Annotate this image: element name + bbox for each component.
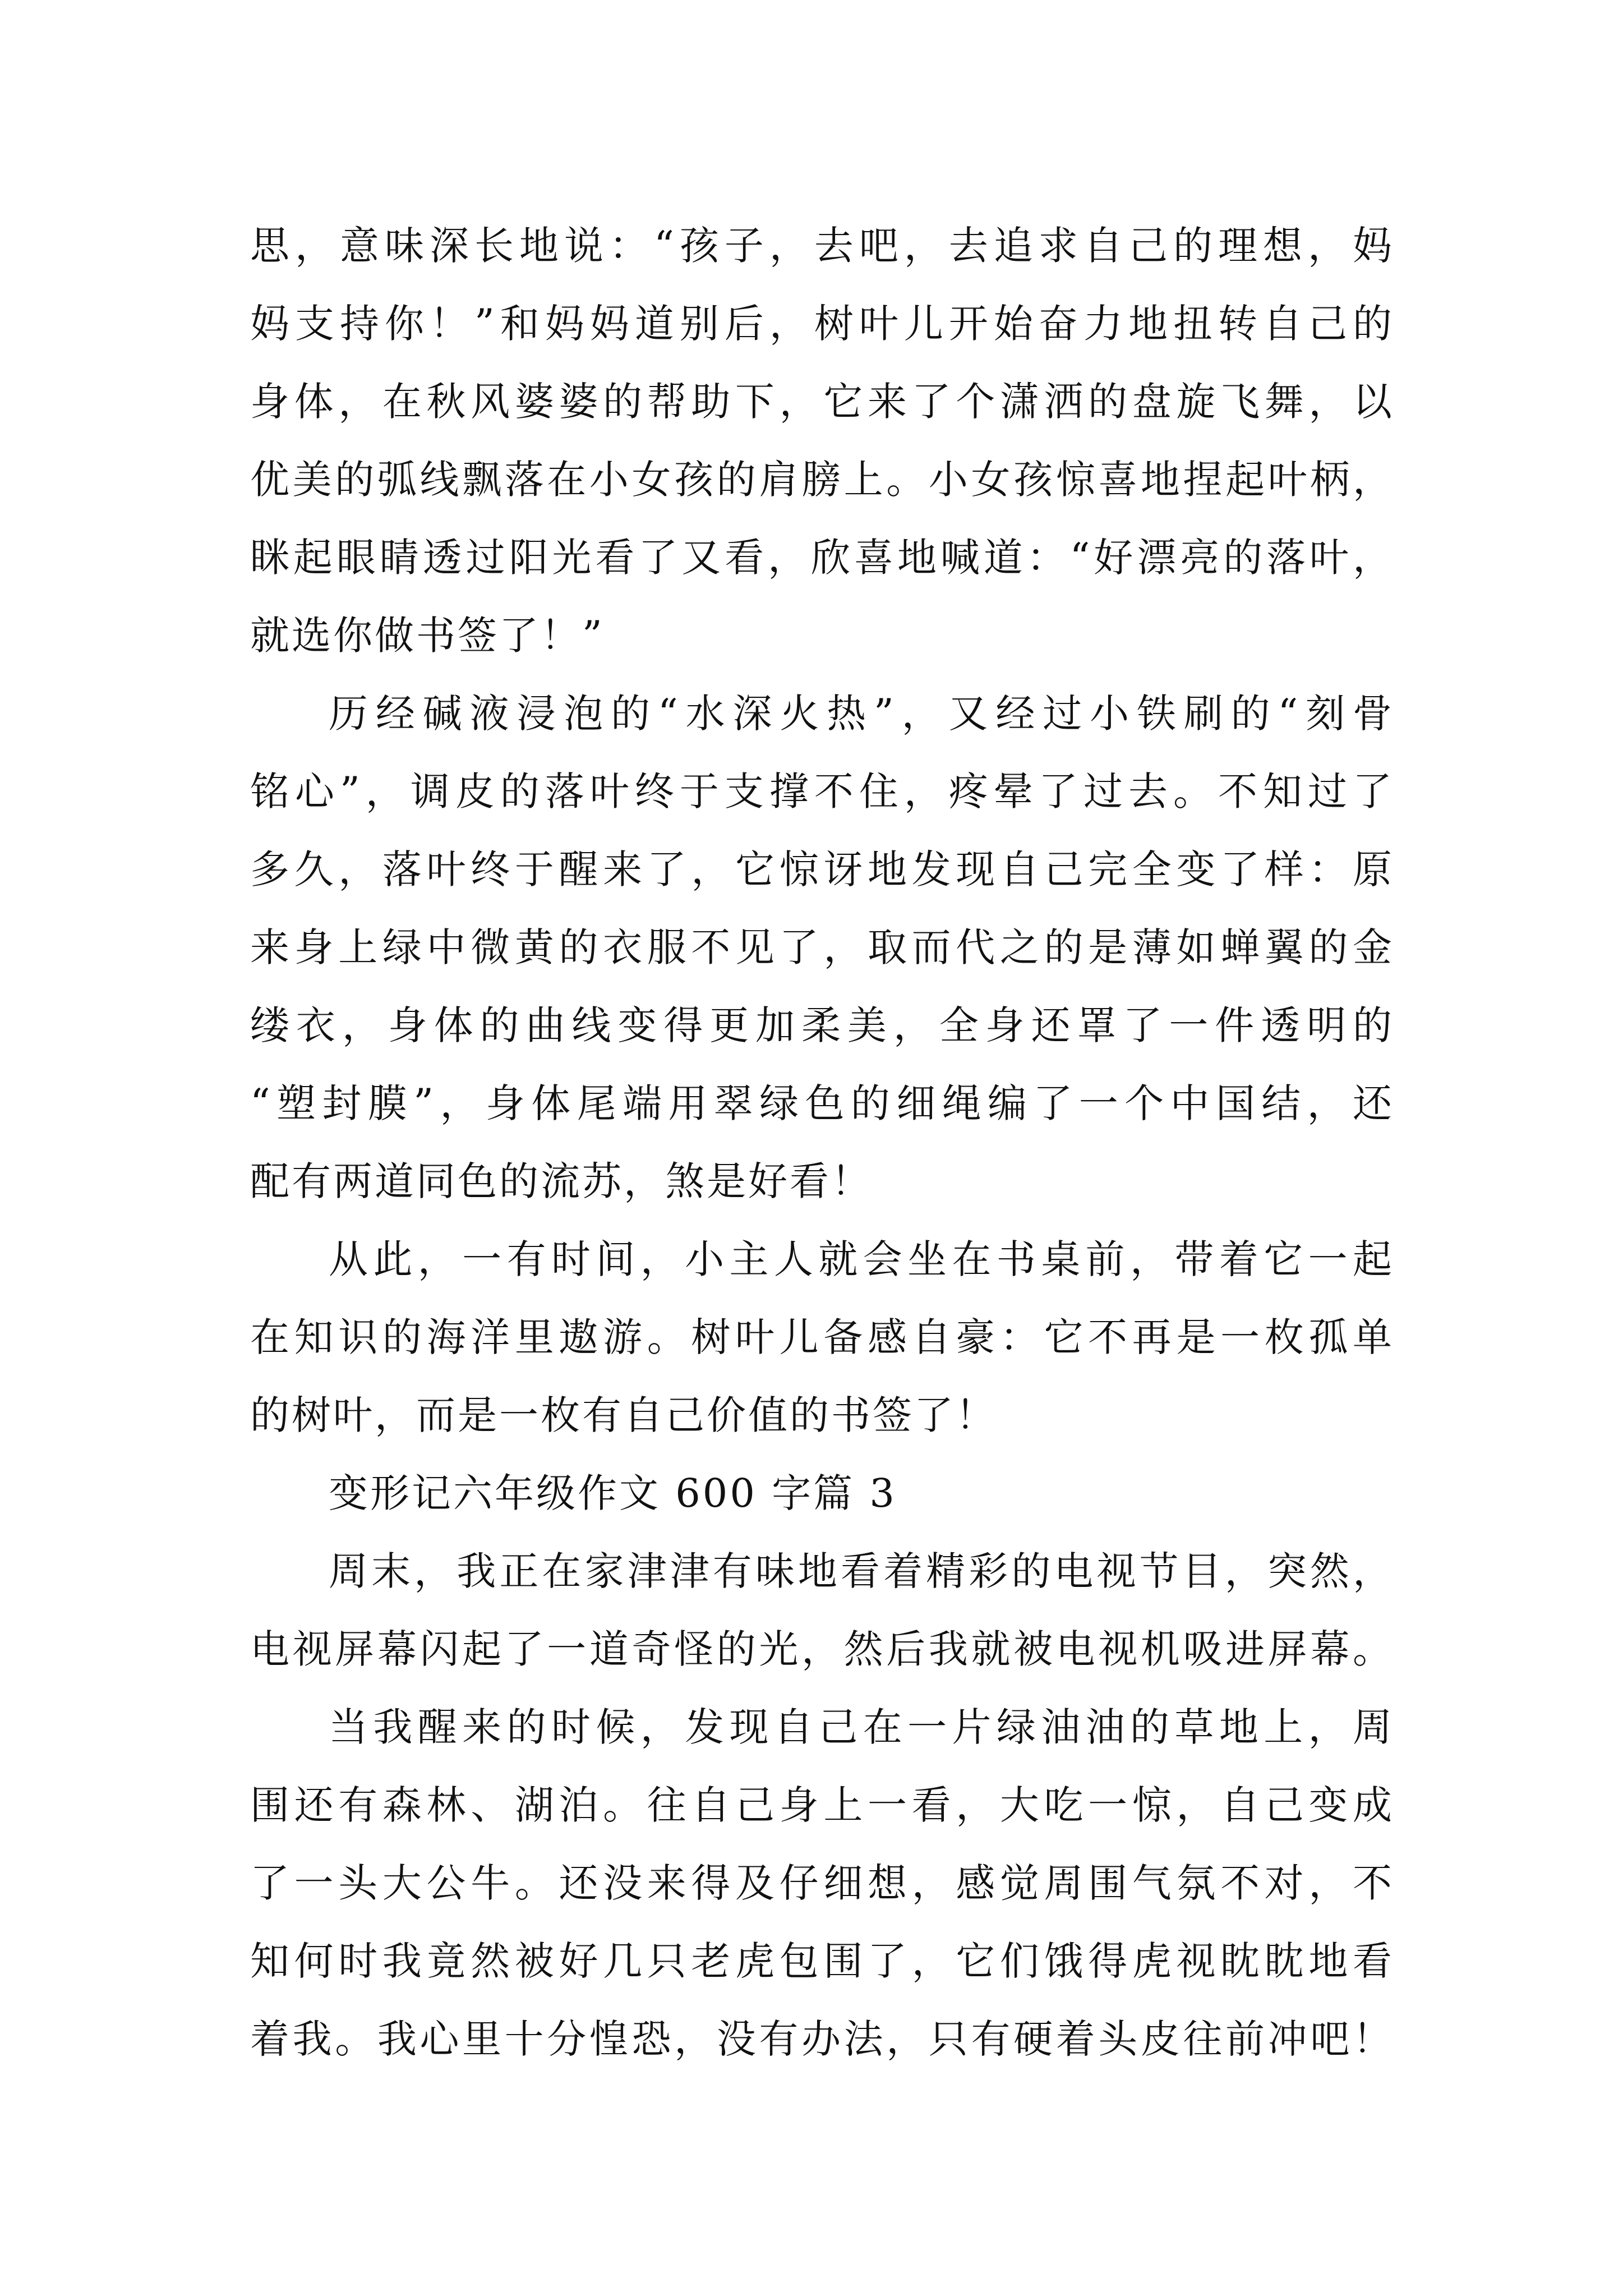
paragraph-1-line-1: 思，意味深长地说：“孩子，去吧，去追求自己的理想，妈 (250, 223, 1394, 269)
paragraph-5-line-2: 电视屏幕闪起了一道奇怪的光，然后我就被电视机吸进屏幕。 (250, 1626, 1394, 1672)
paragraph-3-line-1: 从此，一有时间，小主人就会坐在书桌前，带着它一起 (329, 1236, 1394, 1282)
paragraph-2-line-3: 多久，落叶终于醒来了，它惊讶地发现自己完全变了样：原 (250, 846, 1394, 892)
paragraph-2-line-5: 缕衣，身体的曲线变得更加柔美，全身还罩了一件透明的 (250, 1002, 1394, 1048)
paragraph-2-line-4: 来身上绿中微黄的衣服不见了，取而代之的是薄如蝉翼的金 (250, 924, 1394, 970)
paragraph-3-line-2: 在知识的海洋里遨游。树叶儿备感自豪：它不再是一枚孤单 (250, 1314, 1394, 1360)
paragraph-6-line-3: 了一头大公牛。还没来得及仔细想，感觉周围气氛不对，不 (250, 1860, 1394, 1906)
paragraph-6-line-2: 围还有森林、湖泊。往自己身上一看，大吃一惊，自己变成 (250, 1782, 1394, 1828)
paragraph-1-line-3: 身体，在秋风婆婆的帮助下，它来了个潇洒的盘旋飞舞，以 (250, 379, 1394, 425)
paragraph-3-line-3: 的树叶，而是一枚有自己价值的书签了！ (250, 1392, 997, 1438)
paragraph-1-line-4: 优美的弧线飘落在小女孩的肩膀上。小女孩惊喜地捏起叶柄， (250, 457, 1394, 503)
paragraph-2-line-7: 配有两道同色的流苏，煞是好看！ (250, 1158, 873, 1204)
paragraph-6-line-5: 着我。我心里十分惶恐，没有办法，只有硬着头皮往前冲吧！ (250, 2016, 1394, 2062)
paragraph-6-line-4: 知何时我竟然被好几只老虎包围了，它们饿得虎视眈眈地看 (250, 1938, 1394, 1984)
paragraph-2-line-1: 历经碱液浸泡的“水深火热”，又经过小铁刷的“刻骨 (329, 691, 1394, 737)
paragraph-1-line-5: 眯起眼睛透过阳光看了又看，欣喜地喊道：“好漂亮的落叶， (250, 535, 1394, 581)
section-heading: 变形记六年级作文 600 字篇 3 (329, 1470, 897, 1516)
paragraph-2-line-6: “塑封膜”，身体尾端用翠绿色的细绳编了一个中国结，还 (250, 1080, 1394, 1126)
paragraph-5-line-1: 周末，我正在家津津有味地看着精彩的电视节目，突然， (329, 1548, 1394, 1594)
paragraph-1-line-6: 就选你做书签了！” (250, 613, 605, 659)
paragraph-6-line-1: 当我醒来的时候，发现自己在一片绿油油的草地上，周 (329, 1704, 1394, 1750)
paragraph-2-line-2: 铭心”，调皮的落叶终于支撑不住，疼晕了过去。不知过了 (250, 769, 1394, 815)
paragraph-1-line-2: 妈支持你！”和妈妈道别后，树叶儿开始奋力地扭转自己的 (250, 301, 1394, 347)
